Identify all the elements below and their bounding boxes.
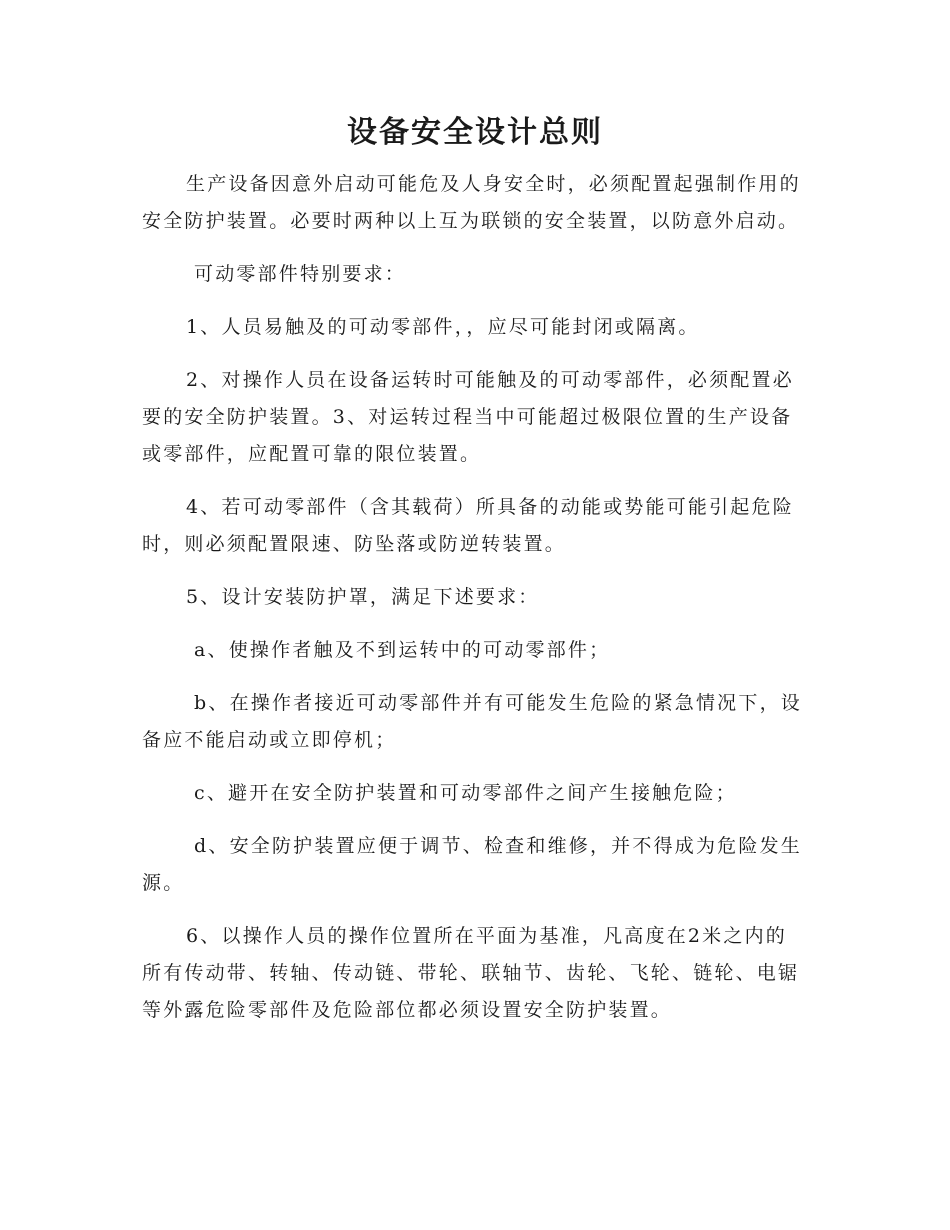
paragraph-item-5: 5、设计安装防护罩，满足下述要求：	[186, 586, 540, 608]
paragraph-item-5d: d、安全防护装置应便于调节、检查和维修，并不得成为危险发生源。	[142, 835, 802, 894]
paragraph-intro: 生产设备因意外启动可能危及人身安全时，必须配置起强制作用的安全防护装置。必要时两种以上互为联锁的安全装置，以防意外启动。	[142, 173, 801, 232]
paragraph-item-1: 1、人员易触及的可动零部件，，应尽可能封闭或隔离。	[186, 316, 700, 338]
paragraph-item-6: 6、以操作人员的操作位置所在平面为基准，凡高度在2米之内的所有传动带、转轴、传动链、带轮、联轴节、齿轮、飞轮、链轮、电锯等外露危险零部件及危险部位都必须设置安全防护装置。	[142, 925, 800, 1021]
paragraph-movable-parts-heading: 可动零部件特别要求：	[194, 263, 407, 285]
paragraph-item-4: 4、若可动零部件（含其载荷）所具备的动能或势能可能引起危险时，则必须配置限速、防坠落或防逆转装置。	[142, 496, 794, 555]
paragraph-item-5a: a、使操作者触及不到运转中的可动零部件；	[194, 639, 611, 661]
paragraph-item-5b: b、在操作者接近可动零部件并有可能发生危险的紧急情况下，设备应不能启动或立即停机；	[142, 692, 802, 751]
paragraph-item-2-3: 2、对操作人员在设备运转时可能触及的可动零部件，必须配置必要的安全防护装置。3、对运转过程当中可能超过极限位置的生产设备或零部件，应配置可靠的限位装置。	[142, 369, 794, 465]
document-title: 设备安全设计总则	[347, 115, 603, 150]
paragraph-item-5c: c、避开在安全防护装置和可动零部件之间产生接触危险；	[194, 782, 737, 804]
document-body	[142, 166, 808, 1045]
